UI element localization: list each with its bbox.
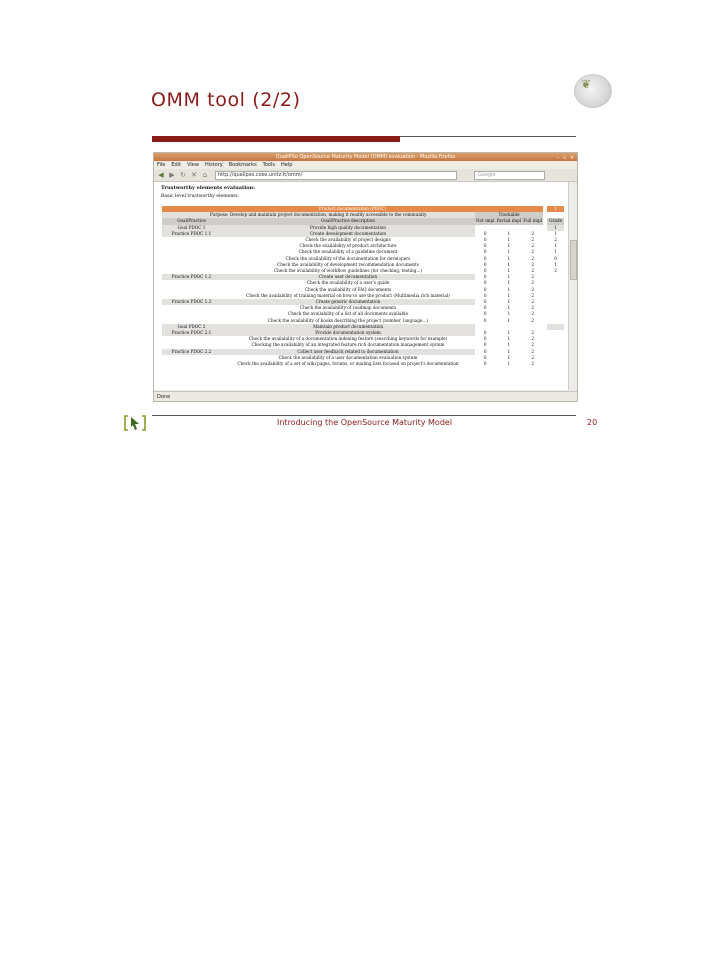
row-id: Practice PDOC 2.1 <box>162 330 221 336</box>
partial-impl-value: 1 <box>507 361 511 367</box>
not-impl-value: 0 <box>483 330 487 336</box>
scrollbar-thumb[interactable] <box>570 240 577 280</box>
not-impl-value: 0 <box>483 280 487 286</box>
row-description: Check the availability of project designs <box>305 237 391 243</box>
partial-impl-value: 1 <box>507 243 511 249</box>
grade-value[interactable]: 1 <box>554 243 557 249</box>
page-number: 20 <box>587 418 598 427</box>
purpose-text: Purpose: Develop and maintain project documentation, making it readily accessible to the community. <box>162 212 475 218</box>
row-description: Check the availability of workflow guidelines (for checking, testing...) <box>273 268 423 274</box>
partial-impl-value: 1 <box>507 342 511 348</box>
partial-impl-value: 1 <box>507 230 511 236</box>
url-input[interactable]: http://qualipso.cose.unitz.it/omm/ <box>215 171 457 180</box>
footer-rule <box>152 415 576 416</box>
item-row <box>162 361 564 367</box>
not-impl-value: 0 <box>483 317 487 323</box>
evaluation-table <box>162 206 564 367</box>
menu-file[interactable]: File <box>157 162 166 168</box>
grade-value[interactable]: 1 <box>554 261 557 267</box>
full-impl-value: 2 <box>531 274 534 280</box>
window-titlebar <box>154 153 577 161</box>
grade-value[interactable]: 2 <box>554 237 557 243</box>
table-body <box>162 225 564 368</box>
row-description: Create user documentation <box>221 274 475 280</box>
slide-title: OMM tool (2/2) <box>151 89 301 111</box>
row-description: Check the availability of a documentation indexing feature (searching keywords for example) <box>248 336 448 342</box>
row-description: Check the availability of training material on how to use the product (Multimedia rich material) <box>246 292 450 298</box>
col-goal-practice: Goal/Practice <box>162 218 221 224</box>
row-description: Provide high quality documentation <box>221 225 475 231</box>
full-impl-value: 2 <box>531 311 534 317</box>
row-description: Check the availability of a user documentation evaluation system <box>278 354 418 360</box>
row-description: Check the availability of books describing the project (number, language...) <box>267 317 429 323</box>
menu-help[interactable]: Help <box>281 162 293 168</box>
full-impl-value: 2 <box>531 255 534 261</box>
partial-impl-value: 1 <box>507 354 511 360</box>
globe-logo-icon: ❦ <box>574 74 612 108</box>
stop-icon[interactable]: ✕ <box>191 171 197 179</box>
full-impl-value: 2 <box>531 305 534 311</box>
partial-impl-value: 1 <box>507 274 511 280</box>
partial-impl-value: 1 <box>507 249 511 255</box>
row-description: Check the availability of product architecture <box>299 243 397 249</box>
not-impl-value: 0 <box>483 255 487 261</box>
not-impl-value: 0 <box>483 274 487 280</box>
not-impl-value: 0 <box>483 268 487 274</box>
menu-tools[interactable]: Tools <box>262 162 275 168</box>
row-id: Goal PDOC 1 <box>162 225 221 231</box>
menu-edit[interactable]: Edit <box>171 162 182 168</box>
row-description: Check the availability of a set of wiki pages, forums, or mailing lists focused on project's documentation <box>237 361 459 367</box>
full-impl-value: 2 <box>531 342 534 348</box>
full-impl-value: 2 <box>531 330 534 336</box>
footer-text: Introducing the OpenSource Maturity Model <box>277 418 453 427</box>
full-impl-value: 2 <box>531 299 534 305</box>
page-content <box>154 182 568 390</box>
row-id: Practice PDOC 2.2 <box>162 349 221 355</box>
not-impl-value: 0 <box>483 336 487 342</box>
col-not-impl: Not impl <box>476 218 495 224</box>
partial-impl-value: 1 <box>507 317 511 323</box>
full-impl-value: 2 <box>531 243 534 249</box>
row-description: Provide documentation system <box>221 330 475 336</box>
partial-impl-value: 1 <box>507 237 511 243</box>
grade-value[interactable]: 0 <box>554 255 557 261</box>
window-title: QualiPSo OpenSource Maturity Model (OMM) evaluation - Mozilla Firefox <box>275 154 456 160</box>
reload-icon[interactable]: ↻ <box>180 171 186 179</box>
row-description: Collect user feedback related to documentation <box>221 349 475 355</box>
not-impl-value: 0 <box>483 361 487 367</box>
row-description: Check the availability of roadmap documents <box>299 305 397 311</box>
full-impl-value: 2 <box>531 292 534 298</box>
partial-impl-value: 1 <box>507 336 511 342</box>
row-id: Practice PDOC 1.3 <box>162 299 221 305</box>
grade-value[interactable]: 1 <box>554 249 557 255</box>
trackable-label: Trackable <box>475 212 543 218</box>
section-subtitle: Basic level trustworthy elements: <box>161 194 240 199</box>
row-description: Check the availability of FAQ documents <box>304 286 392 292</box>
partial-impl-value: 1 <box>507 261 511 267</box>
row-id: Practice PDOC 1.2 <box>162 274 221 280</box>
home-icon[interactable]: ⌂ <box>202 171 208 179</box>
full-impl-value: 2 <box>531 230 534 236</box>
full-impl-value: 2 <box>531 280 534 286</box>
search-input[interactable]: Google <box>474 171 545 180</box>
grade-value[interactable]: 1 <box>554 230 557 236</box>
partial-impl-value: 1 <box>507 280 511 286</box>
col-full-impl: Full impl <box>523 218 543 224</box>
row-description: Create development documentation <box>221 231 475 237</box>
row-description: Checking the availability of an integrated feature rich documentation management system <box>251 342 445 348</box>
full-impl-value: 2 <box>531 286 534 292</box>
menu-bookmarks[interactable]: Bookmarks <box>228 162 257 168</box>
col-grade: Grade <box>549 218 563 224</box>
back-arrow-icon[interactable]: ◀ <box>158 171 164 179</box>
partial-impl-value: 1 <box>507 292 511 298</box>
row-description: Check the availability of a list of all documents available <box>288 311 408 317</box>
navigation-toolbar <box>154 169 577 182</box>
bracket-logo-icon <box>124 414 146 432</box>
row-id: Practice PDOC 1.1 <box>162 231 221 237</box>
full-impl-value: 2 <box>531 261 534 267</box>
full-impl-value: 2 <box>531 336 534 342</box>
not-impl-value: 0 <box>483 249 487 255</box>
not-impl-value: 0 <box>483 292 487 298</box>
not-impl-value: 0 <box>483 261 487 267</box>
not-impl-value: 0 <box>483 299 487 305</box>
not-impl-value: 0 <box>483 230 487 236</box>
grade-value: 1 <box>547 225 564 231</box>
grade-value[interactable]: 2 <box>554 268 557 274</box>
partial-impl-value: 1 <box>507 305 511 311</box>
partial-impl-value: 1 <box>507 255 511 261</box>
section-title: Trustworthy elements evaluation: <box>161 185 255 191</box>
browser-window <box>153 152 578 402</box>
pdoc-header: Product documentation (PDOC) <box>162 206 543 212</box>
not-impl-value: 0 <box>483 348 487 354</box>
not-impl-value: 0 <box>483 243 487 249</box>
full-impl-value: 2 <box>531 354 534 360</box>
partial-impl-value: 1 <box>507 299 511 305</box>
row-description: Maintain product documentation <box>221 324 475 330</box>
not-impl-value: 0 <box>483 286 487 292</box>
title-underline-thin <box>400 136 576 137</box>
partial-impl-value: 1 <box>507 348 511 354</box>
partial-impl-value: 1 <box>507 268 511 274</box>
partial-impl-value: 1 <box>507 286 511 292</box>
full-impl-value: 2 <box>531 237 534 243</box>
row-description: Check the availability of development recommendation documents <box>277 261 419 267</box>
col-partial-impl: Partial impl <box>496 218 522 224</box>
window-controls[interactable]: – ▫ × <box>556 155 575 161</box>
not-impl-value: 0 <box>483 237 487 243</box>
not-impl-value: 0 <box>483 342 487 348</box>
not-impl-value: 0 <box>483 354 487 360</box>
row-description: Check the availability of the documentation for developers <box>285 255 411 261</box>
full-impl-value: 2 <box>531 249 534 255</box>
full-impl-value: 2 <box>531 317 534 323</box>
title-underline-thick <box>152 136 400 142</box>
row-description: Check the availability of a user's guide <box>306 280 390 286</box>
not-impl-value: 0 <box>483 311 487 317</box>
row-description: Check the availability of a guideline document <box>298 249 398 255</box>
row-id <box>162 361 221 367</box>
menu-history[interactable]: History <box>204 162 223 168</box>
not-impl-value: 0 <box>483 305 487 311</box>
menu-view[interactable]: View <box>187 162 199 168</box>
full-impl-value: 2 <box>531 348 534 354</box>
status-bar: Done <box>154 391 578 402</box>
forward-arrow-icon[interactable]: ▶ <box>169 171 175 179</box>
col-description: Goal/Practice description <box>221 218 475 224</box>
row-description: Create generic documentation <box>221 299 475 305</box>
vertical-scrollbar[interactable] <box>568 182 578 390</box>
row-id: Goal PDOC 2 <box>162 324 221 330</box>
partial-impl-value: 1 <box>507 311 511 317</box>
partial-impl-value: 1 <box>507 330 511 336</box>
full-impl-value: 2 <box>531 268 534 274</box>
pdoc-grade: 1 <box>547 206 564 212</box>
full-impl-value: 2 <box>531 361 534 367</box>
menu-bar <box>154 161 577 169</box>
grade-value[interactable] <box>547 361 564 367</box>
